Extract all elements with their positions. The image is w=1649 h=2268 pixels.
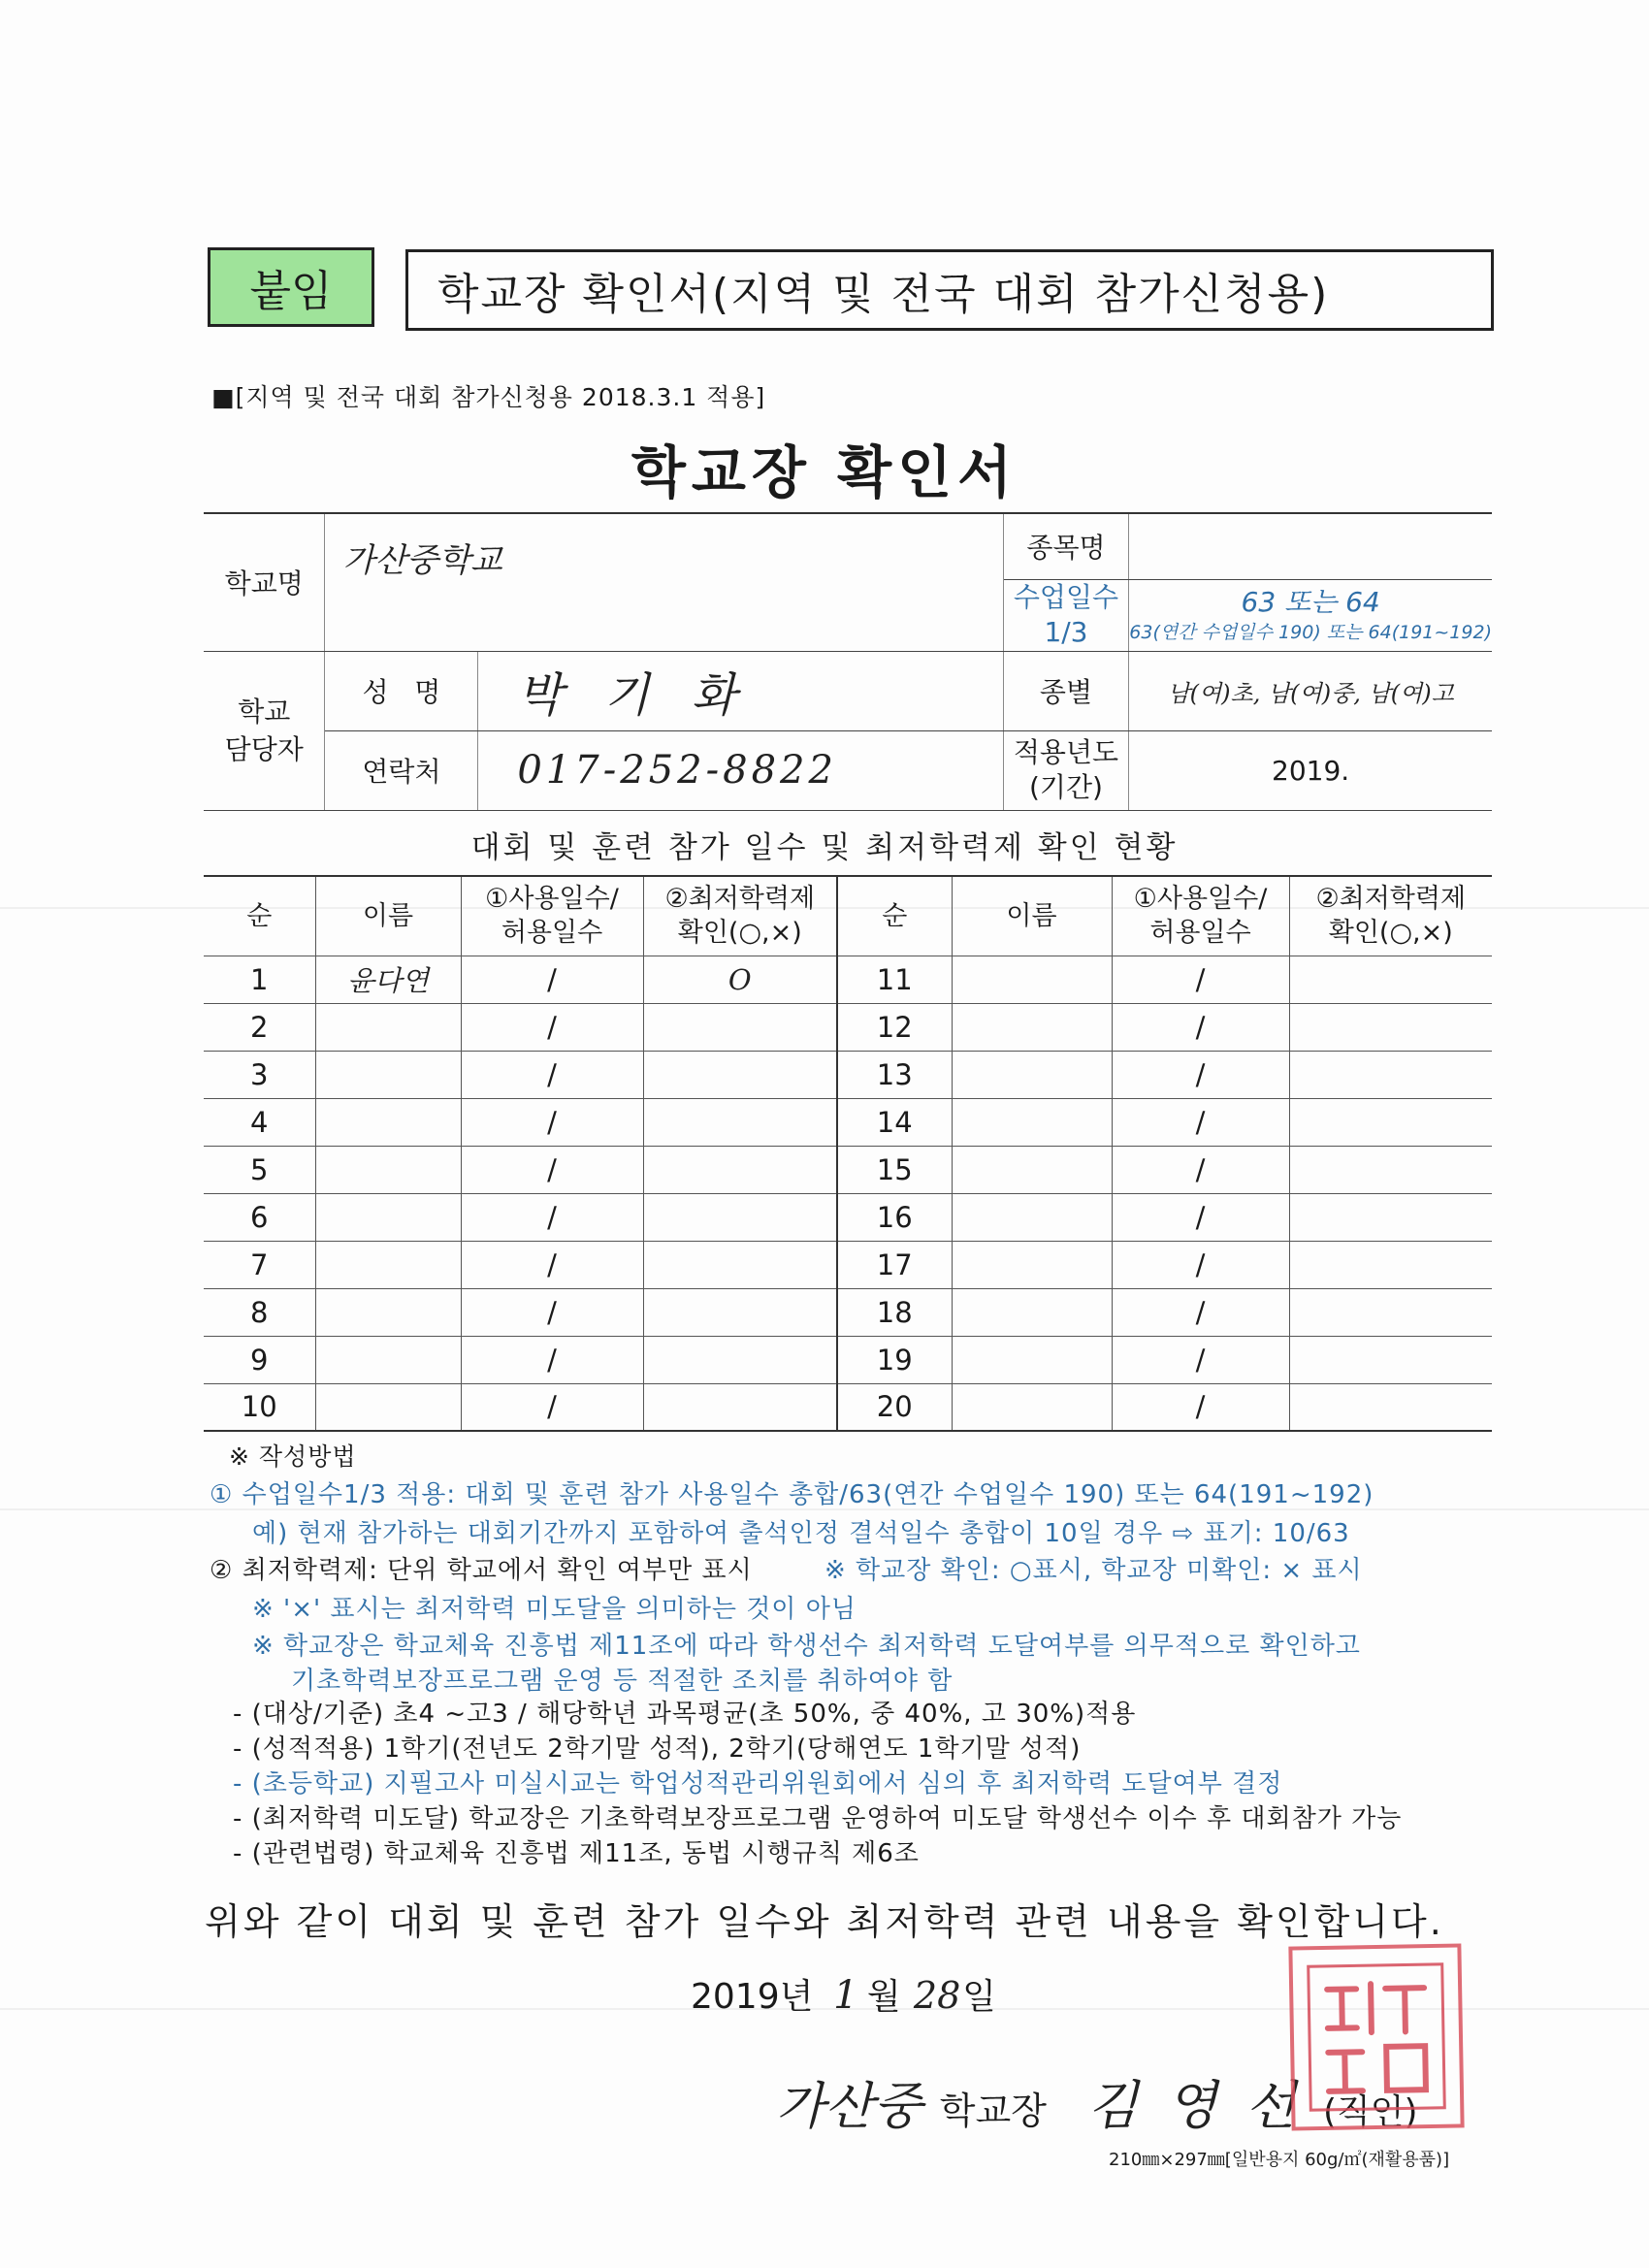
days-value-1: 63 또는 64 (1241, 586, 1380, 619)
event-label: 종목명 (1003, 513, 1129, 579)
row-check (643, 1193, 837, 1241)
note-4b: 기초학력보장프로그램 운영 등 적절한 조치를 취하여야 함 (291, 1667, 954, 1696)
row-num: 5 (204, 1146, 315, 1193)
page-title: 학교장 확인서 (630, 439, 1018, 505)
note-2b: ※ 학교장 확인: ○표시, 학교장 미확인: × 표시 (824, 1556, 1363, 1585)
table-row (204, 956, 1492, 1003)
participation-table (204, 875, 1492, 1432)
days-value-2: 63(연간 수업일수 190) 또는 64(191~192) (1129, 621, 1492, 643)
document-title-box: 학교장 확인서(지역 및 전국 대회 참가신청용) (405, 249, 1494, 331)
date-month: 1 (833, 1973, 858, 2018)
row-num: 15 (837, 1146, 952, 1193)
row-days: / (1112, 1383, 1289, 1431)
header-days-line2: 허용일수 (501, 918, 603, 949)
row-name (952, 1146, 1112, 1193)
note-3: ※ '×' 표시는 최저학력 미도달을 의미하는 것이 아님 (252, 1595, 857, 1624)
row-num: 7 (204, 1241, 315, 1288)
row-days: / (461, 1288, 643, 1336)
detail-4: - (최저학력 미도달) 학교장은 기초학력보장프로그램 운영하여 미도달 학생선수 이수 후 대회참가 가능 (233, 1804, 1403, 1833)
year-value: 2019. (1129, 730, 1492, 810)
row-name (315, 1193, 461, 1241)
applicability-note: ■[지역 및 전국 대회 참가신청용 2018.3.1 적용] (211, 383, 766, 411)
row-check (643, 1098, 837, 1146)
detail-3: - (초등학교) 지필고사 미실시교는 학업성적관리위원회에서 심의 후 최저학력 도달여부 결정 (233, 1769, 1283, 1798)
contact-value: 017-252-8822 (478, 730, 1003, 810)
row-name (952, 1288, 1112, 1336)
row-num: 6 (204, 1193, 315, 1241)
row-name (315, 1336, 461, 1383)
row-check: O (643, 956, 837, 1003)
table-row (204, 1051, 1492, 1098)
header-name: 이름 (952, 876, 1112, 956)
row-name (952, 1003, 1112, 1051)
school-label: 학교명 (204, 513, 325, 651)
table-row (204, 1241, 1492, 1288)
date-year: 2019년 (691, 1977, 814, 2017)
row-days: / (461, 1383, 643, 1431)
header-check-line2: 확인(○,×) (677, 918, 802, 949)
row-name (315, 1051, 461, 1098)
header-days (461, 876, 643, 956)
table-row (204, 1288, 1492, 1336)
row-name (952, 956, 1112, 1003)
date-day-unit: 일 (962, 1977, 996, 2017)
staff-label-2: 담당자 (224, 733, 304, 765)
row-check (643, 1146, 837, 1193)
info-table (204, 512, 1492, 811)
row-check (1289, 1098, 1492, 1146)
confirmation-statement: 위와 같이 대회 및 훈련 참가 일수와 최저학력 관련 내용을 확인합니다. (205, 1900, 1444, 1943)
header-num: 순 (837, 876, 952, 956)
row-name (315, 1146, 461, 1193)
row-name (952, 1193, 1112, 1241)
row-num: 19 (837, 1336, 952, 1383)
row-num: 2 (204, 1003, 315, 1051)
row-name (315, 1383, 461, 1431)
row-check (1289, 1241, 1492, 1288)
row-num: 10 (204, 1383, 315, 1431)
row-check (1289, 1003, 1492, 1051)
row-name: 윤다연 (315, 956, 461, 1003)
row-num: 4 (204, 1098, 315, 1146)
row-days: / (1112, 1003, 1289, 1051)
row-name (315, 1098, 461, 1146)
row-name (315, 1288, 461, 1336)
row-days: / (461, 1098, 643, 1146)
row-num: 16 (837, 1193, 952, 1241)
detail-1: - (대상/기준) 초4 ~고3 / 해당학년 과목평균(초 50%, 중 40%, 고 30%)적용 (233, 1700, 1137, 1729)
row-check (1289, 956, 1492, 1003)
row-days: / (1112, 1336, 1289, 1383)
row-days: / (461, 1336, 643, 1383)
table-row (204, 1003, 1492, 1051)
row-check (1289, 1193, 1492, 1241)
row-name (952, 1051, 1112, 1098)
row-num: 1 (204, 956, 315, 1003)
row-num: 11 (837, 956, 952, 1003)
row-num: 18 (837, 1288, 952, 1336)
staff-label-1: 학교 (238, 695, 291, 728)
year-label-1: 적용년도 (1013, 735, 1119, 768)
header-days-line2: 허용일수 (1149, 918, 1251, 949)
row-num: 13 (837, 1051, 952, 1098)
date-line (691, 1969, 996, 2019)
row-name (315, 1241, 461, 1288)
row-check (1289, 1051, 1492, 1098)
table-row (204, 1146, 1492, 1193)
row-name (315, 1003, 461, 1051)
table-row (204, 1193, 1492, 1241)
header-check-line1: ②최저학력제 (1315, 884, 1467, 915)
row-days: / (461, 1241, 643, 1288)
note-1b: 예) 현재 참가하는 대회기간까지 포함하여 출석인정 결석일수 총합이 10일 경우 ⇨ 표기: 10/63 (252, 1519, 1350, 1548)
row-num: 12 (837, 1003, 952, 1051)
detail-2: - (성적적용) 1학기(전년도 2학기말 성적), 2학기(당해연도 1학기말 성적) (233, 1734, 1082, 1764)
row-days: / (461, 1003, 643, 1051)
event-value (1129, 513, 1492, 579)
header-name: 이름 (315, 876, 461, 956)
header-check (643, 876, 837, 956)
row-name (952, 1241, 1112, 1288)
row-check (643, 1241, 837, 1288)
row-days: / (1112, 956, 1289, 1003)
signature-school: 가산중 (776, 2078, 922, 2136)
row-check (1289, 1383, 1492, 1431)
date-month-unit: 월 (866, 1977, 901, 2017)
principal-name: 김 영 선 (1087, 2075, 1302, 2136)
days-label-2: 1/3 (1044, 616, 1088, 648)
attachment-tag: 붙임 (208, 247, 374, 327)
header-days-line1: ①사용일수/ (485, 884, 619, 915)
header-check-line2: 확인(○,×) (1328, 918, 1453, 949)
row-days: / (1112, 1146, 1289, 1193)
row-check (1289, 1288, 1492, 1336)
status-section-title: 대회 및 훈련 참가 일수 및 최저학력제 확인 현황 (470, 830, 1179, 865)
note-2a: ② 최저학력제: 단위 학교에서 확인 여부만 표시 (210, 1556, 753, 1585)
table-row (204, 1098, 1492, 1146)
table-row (204, 1383, 1492, 1431)
row-days: / (1112, 1051, 1289, 1098)
row-num: 20 (837, 1383, 952, 1431)
row-name (952, 1383, 1112, 1431)
name-label: 성 명 (325, 651, 478, 730)
detail-5: - (관련법령) 학교체육 진흥법 제11조, 동법 시행규칙 제6조 (233, 1839, 920, 1868)
note-4a: ※ 학교장은 학교체육 진흥법 제11조에 따라 학생선수 최저학력 도달여부를 의무적으로 확인하고 (252, 1632, 1361, 1661)
row-days: / (461, 1193, 643, 1241)
note-1a: ① 수업일수1/3 적용: 대회 및 훈련 참가 사용일수 총합/63(연간 수업일수 190) 또는 64(191~192) (210, 1480, 1374, 1509)
school-value: 가산중학교 (325, 513, 1003, 651)
header-check (1289, 876, 1492, 956)
header-check-line1: ②최저학력제 (664, 884, 816, 915)
row-days: / (461, 956, 643, 1003)
row-num: 8 (204, 1288, 315, 1336)
type-label: 종별 (1003, 651, 1129, 730)
notes-heading: ※ 작성방법 (229, 1442, 357, 1471)
row-check (643, 1288, 837, 1336)
row-check (643, 1383, 837, 1431)
paper-size-note: 210㎜×297㎜[일반용지 60g/㎡(재활용품)] (1109, 2150, 1450, 2170)
row-days: / (1112, 1288, 1289, 1336)
row-name (952, 1098, 1112, 1146)
type-value: 남(여)초, 남(여)중, 남(여)고 (1129, 651, 1492, 730)
row-check (643, 1336, 837, 1383)
row-name (952, 1336, 1112, 1383)
row-num: 9 (204, 1336, 315, 1383)
staff-name-value: 박 기 화 (478, 651, 1003, 730)
table-row (204, 1336, 1492, 1383)
contact-label: 연락처 (325, 730, 478, 810)
row-days: / (1112, 1098, 1289, 1146)
row-days: / (461, 1146, 643, 1193)
row-num: 17 (837, 1241, 952, 1288)
row-days: / (1112, 1193, 1289, 1241)
row-check (1289, 1336, 1492, 1383)
row-check (1289, 1146, 1492, 1193)
row-days: / (1112, 1241, 1289, 1288)
row-num: 3 (204, 1051, 315, 1098)
row-check (643, 1003, 837, 1051)
seal-note: (직인) (1322, 2092, 1418, 2132)
principal-title: 학교장 (939, 2090, 1047, 2132)
official-seal (1288, 1943, 1464, 2130)
header-days-line1: ①사용일수/ (1133, 884, 1268, 915)
row-days: / (461, 1051, 643, 1098)
row-check (643, 1051, 837, 1098)
header-days (1112, 876, 1289, 956)
row-num: 14 (837, 1098, 952, 1146)
year-label-2: (기간) (1028, 771, 1103, 803)
header-num: 순 (204, 876, 315, 956)
days-label-1: 수업일수 (1013, 580, 1119, 613)
date-day: 28 (913, 1974, 961, 2017)
seal-stamp-icon (1303, 1959, 1451, 2117)
